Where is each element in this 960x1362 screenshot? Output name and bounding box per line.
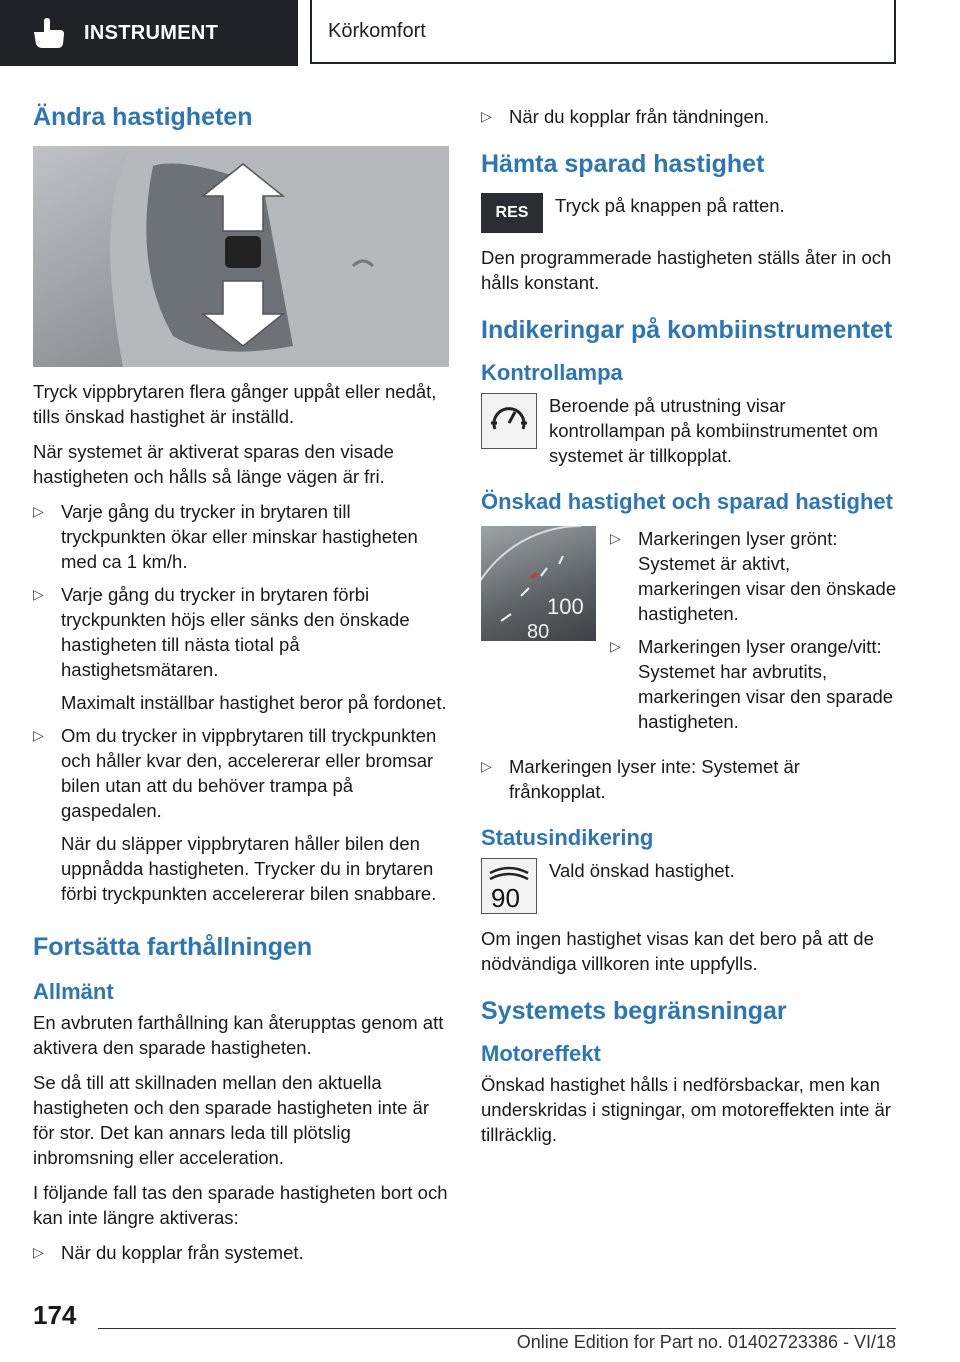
paragraph-difference: Se då till att skillnaden mellan den aktuella hastigheten och den sparade hastigheten inte är för stor. Det kan annars leda till plötslig inbromsning eller acceleration. [33,1072,429,1168]
list-item: ▷ När du kopplar från systemet. [33,1240,449,1265]
speedo-label-100: 100 [547,594,584,619]
steering-wheel-illustration [33,146,449,367]
lamp-row [481,393,897,468]
list-item: ▷ När du kopplar från tändningen. [481,104,897,129]
list-item: ▷ Om du trycker in vippbrytaren till tryckpunkten och håller kvar den, accelererar eller bromsar bilen utan att du behöver trampa på gaspedalen. När du släpper vippbrytaren håller bilen den uppnådda hastigheten. Trycker du in brytaren förbi tryckpunkten accelererar bilen snabbare. [33,723,449,906]
paragraph-engine-power: Önskad hastighet hålls i nedförsbackar, men kan underskridas i stigningar, om motoreffekten inte är tillräcklig. [481,1074,891,1145]
paragraph-resume: En avbruten farthållning kan återupptas genom att aktivera den sparade hastigheten. [33,1012,444,1058]
paragraph-restored: Den programmerade hastigheten ställs åter in och hålls konstant. [481,247,892,293]
heading-recall-speed: Hämta sparad hastighet [481,150,765,178]
paragraph-no-speed: Om ingen hastighet visas kan det bero på att de nödvändiga villkoren inte uppfylls. [481,928,874,974]
steering-wheel-rocker-switch-image [33,146,449,367]
list-item: ▷ Markeringen lyser orange/vitt: Systemet har avbrutits, markeringen visar den sparade hastigheten. [610,634,897,734]
status-row [481,858,897,914]
lamp-text: Beroende på utrustning visar kontrollampan på kombiinstrumentet om systemet är tillkopplat. [549,395,879,466]
desired-speed-status-icon [481,858,537,914]
paragraph-stored-speed: När systemet är aktiverat sparas den visade hastigheten och hålls så länge vägen är fri. [33,441,394,487]
list-item-note: När du släpper vippbrytaren håller bilen den uppnådda hastigheten. Trycker du in brytaren förbi tryckpunkten accelererar bilen snabbare. [61,833,437,904]
heading-indicator-lamp: Kontrollampa [481,360,623,385]
page-header [0,0,960,66]
status-speed-value: 90 [491,883,520,911]
heading-general: Allmänt [33,979,114,1004]
heading-indications: Indikeringar på kombiinstrumentet [481,316,893,344]
right-column [481,92,897,1157]
paragraph-following-cases: I följande fall tas den sparade hastigheten bort och kan inte längre aktiveras: [33,1182,448,1228]
speedometer-image [481,526,596,641]
page-number: 174 [33,1300,77,1330]
list-item: ▷ Varje gång du trycker in brytaren till tryckpunkten ökar eller minskar hastigheten med ca 1 km/h. [33,499,449,574]
list-item: ▷ Markeringen lyser grönt: Systemet är aktivt, markeringen visar den önskade hastigheten. [610,526,897,626]
edition-note: Online Edition for Part no. 01402723386 - VI/18 [516,1332,896,1352]
footer-divider [98,1328,896,1329]
list-item-note: Maximalt inställbar hastighet beror på fordonet. [61,692,447,713]
heading-continue-cruise: Fortsätta farthållningen [33,933,313,961]
heading-desired-stored: Önskad hastighet och sparad hastighet [481,489,893,514]
res-button-icon: RES [481,193,543,233]
heading-status-indicator: Statusindikering [481,825,654,850]
cruise-control-lamp-icon [481,393,537,449]
chapter-label: INSTRUMENT [84,21,219,44]
speedo-label-80: 80 [527,621,550,641]
heading-change-speed: Ändra hastigheten [33,103,253,131]
status-text: Vald önskad hastighet. [549,860,735,881]
paragraph-press-switch: Tryck vippbrytaren flera gånger uppåt eller nedåt, tills önskad hastighet är inställd. [33,381,437,427]
heading-engine-power: Motoreffekt [481,1041,601,1066]
heading-system-limits: Systemets begränsningar [481,997,787,1025]
recall-row [481,193,897,233]
list-item: ▷ Varje gång du trycker in brytaren förbi tryckpunkten höjs eller sänks den önskade hastigheten till nästa tiotal på hastighetsmätaren. Maximalt inställbar hastighet beror på fordonet. [33,582,449,715]
list-item: ▷ Markeringen lyser inte: Systemet är frånkopplat. [481,754,897,804]
section-title: Körkomfort [310,0,896,64]
left-column [33,92,449,1273]
speedo-row [481,526,897,742]
chapter-tab[interactable] [0,0,298,66]
pointing-hand-icon [30,18,66,48]
recall-text: Tryck på knappen på ratten. [555,195,785,216]
